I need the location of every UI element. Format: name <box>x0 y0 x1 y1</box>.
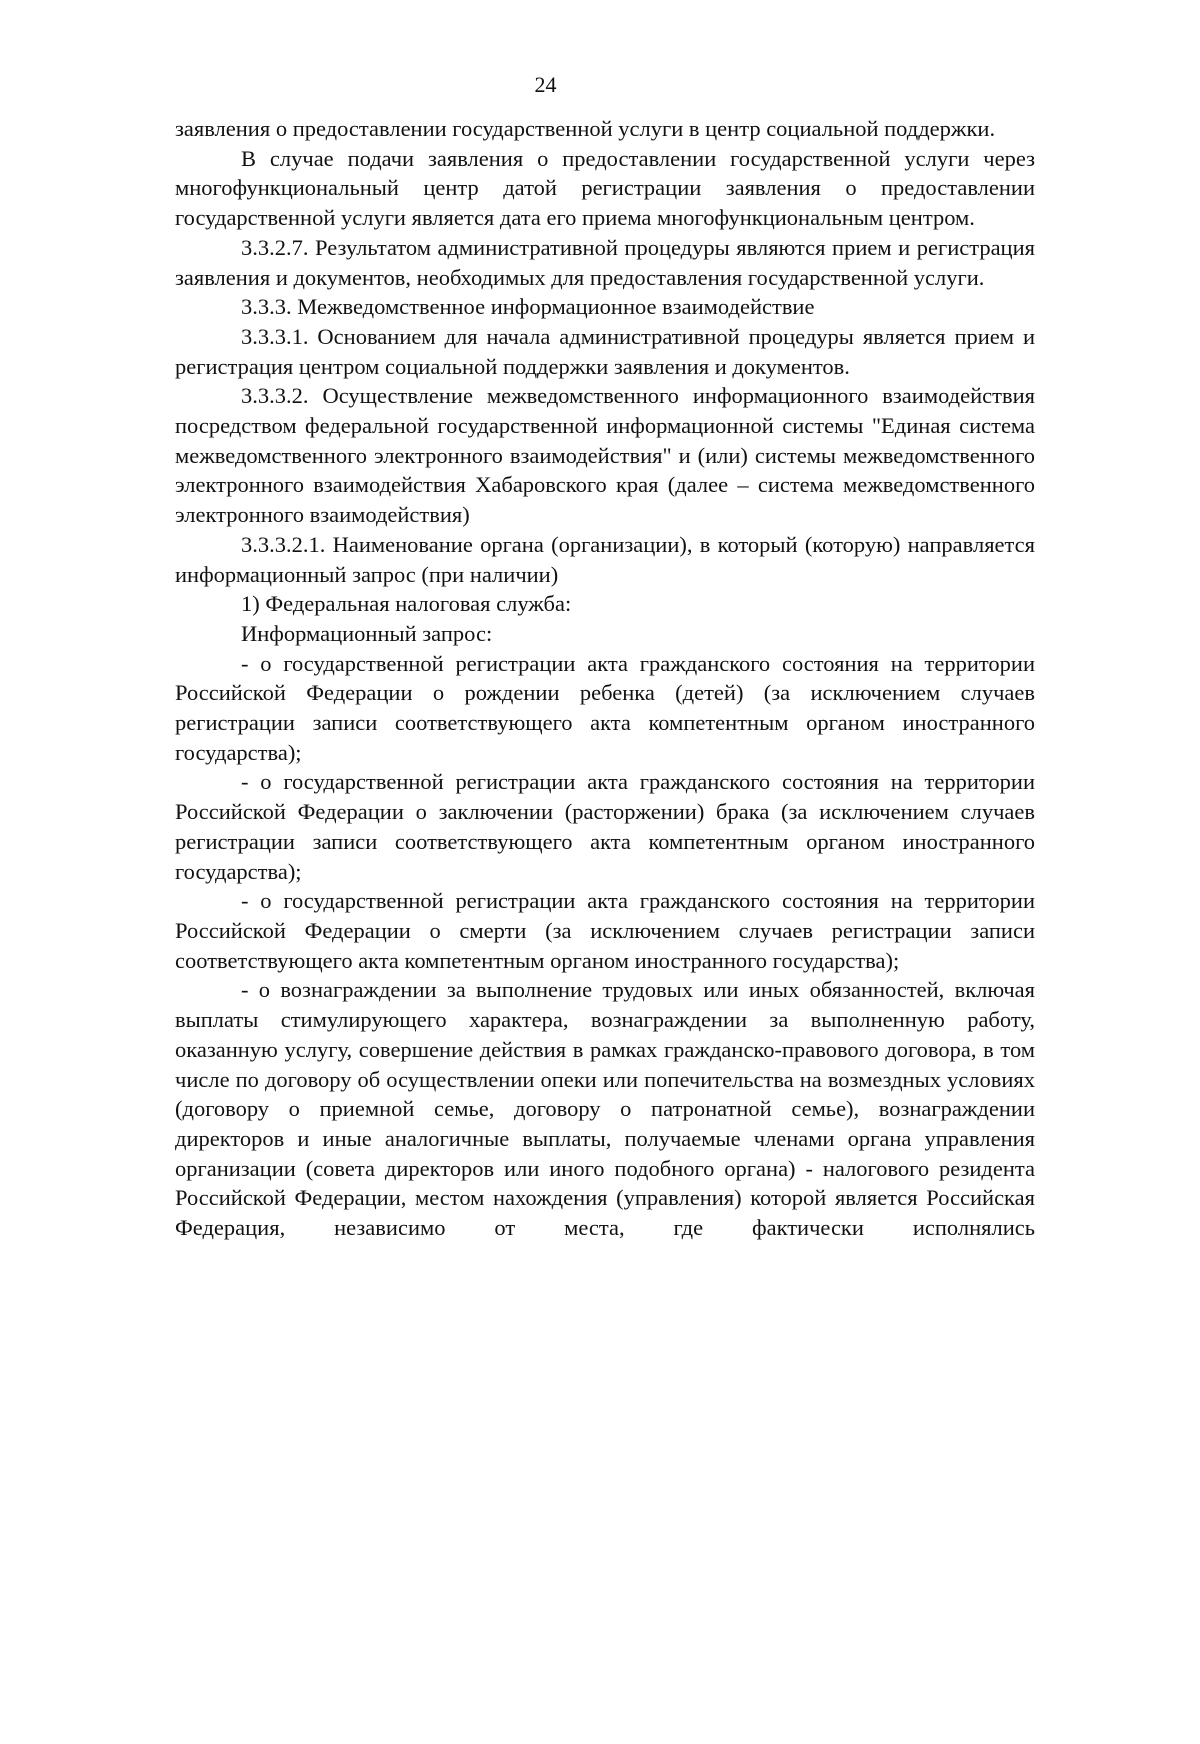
paragraph-3-3-3-2: 3.3.3.2. Осуществление межведомственного информационного взаимодействия посредством федеральной государственной информационной системы "Единая система межведомственного электронного взаимодействия" и (или) системы межведомственного электронного взаимодействия Хабаровского края (далее – система межведомственного электронного взаимодействия) <box>175 383 1035 528</box>
paragraph-mfc-registration: В случае подачи заявления о предоставлении государственной услуги через многофункциональный центр датой регистрации заявления о предоставлении государственной услуги является дата его приема многофункциональным центром. <box>175 145 1035 231</box>
request-item-death: - о государственной регистрации акта гражданского состояния на территории Российской Федерации о смерти (за исключением случаев регистрации записи соответствующего акта компетентным органом иностранного государства); <box>175 888 1035 973</box>
document-body <box>175 114 1035 1243</box>
paragraph-3-3-3-2-1: 3.3.3.2.1. Наименование органа (организации), в который (которую) направляется информационный запрос (при наличии) <box>175 531 1035 587</box>
info-request-label: Информационный запрос: <box>241 620 493 646</box>
section-heading-3-3-3: 3.3.3. Межведомственное информационное взаимодействие <box>241 294 815 320</box>
request-item-remuneration: - о вознаграждении за выполнение трудовых или иных обязанностей, включая выплаты стимулирующего характера, вознаграждении за выполненную работу, оказанную услугу, совершение действия в рамках гражданско-правового договора, в том числе по договору об осуществлении опеки или попечительства на возмездных условиях (договору о приемной семье, договору о патронатной семье), вознаграждении директоров и иные аналогичные выплаты, получаемые членами органа управления организации (совета директоров или иного подобного органа) - налогового резидента Российской Федерации, местом нахождения (управления) которой является Российская Федерация, независимо от места, где фактически исполнялись <box>175 977 1035 1241</box>
page-number: 24 <box>534 72 557 97</box>
list-item-fns: 1) Федеральная налоговая служба: <box>241 591 572 617</box>
request-item-marriage: - о государственной регистрации акта гражданского состояния на территории Российской Федерации о заключении (расторжении) брака (за исключением случаев регистрации записи соответствующего акта компетентным органом иностранного государства); <box>175 769 1035 884</box>
paragraph-3-3-2-7: 3.3.2.7. Результатом административной процедуры являются прием и регистрация заявления и документов, необходимых для предоставления государственной услуги. <box>175 234 1035 290</box>
paragraph-continuation: заявления о предоставлении государственной услуги в центр социальной поддержки. <box>175 116 996 141</box>
request-item-birth: - о государственной регистрации акта гражданского состояния на территории Российской Федерации о рождении ребенка (детей) (за исключением случаев регистрации записи соответствующего акта компетентным органом иностранного государства); <box>175 650 1035 765</box>
paragraph-3-3-3-1: 3.3.3.1. Основанием для начала административной процедуры является прием и регистрация центром социальной поддержки заявления и документов. <box>175 323 1035 379</box>
